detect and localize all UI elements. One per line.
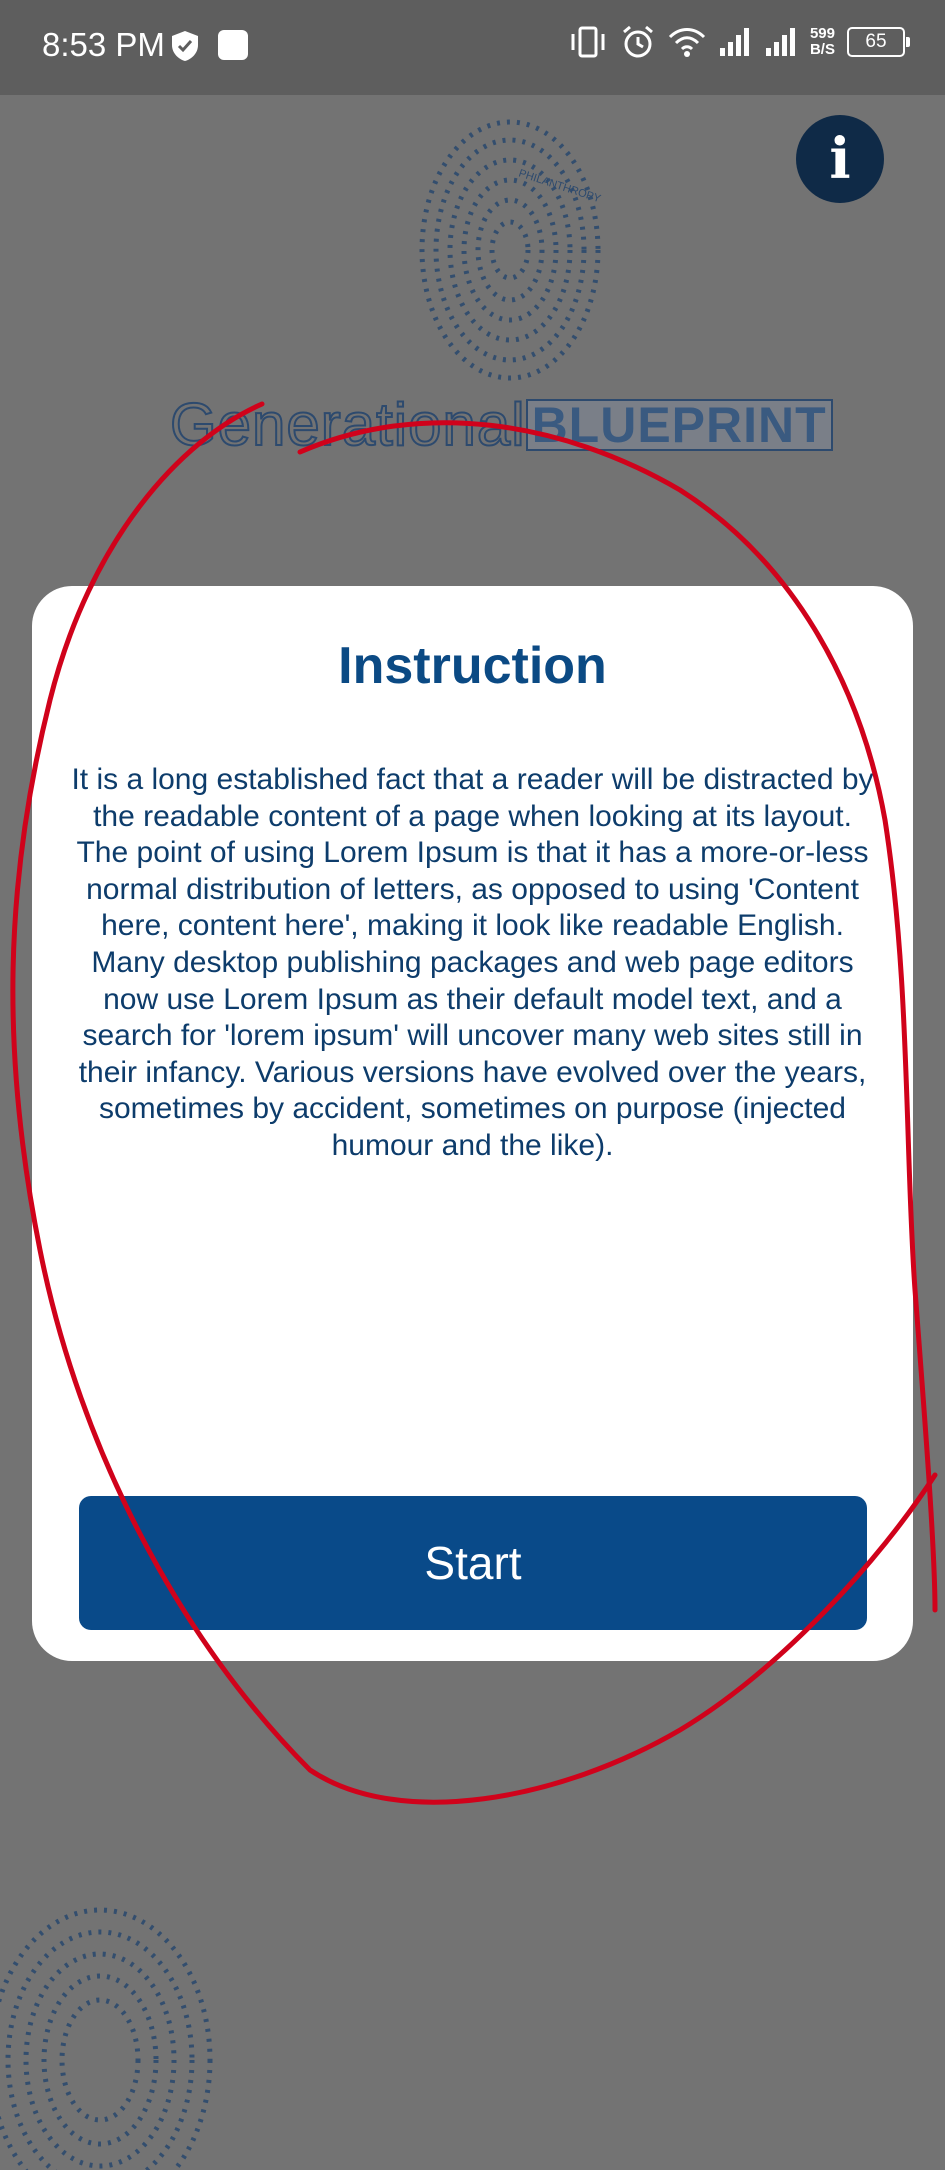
dialog-body-line: It is a long established fact that a reader will be distracted by — [71, 763, 874, 796]
vibrate-icon — [568, 24, 608, 60]
dialog-body-line: here, content here', making it look like readable English. — [101, 909, 844, 943]
dialog-body-line: now use Lorem Ipsum as their default model text, and a — [103, 982, 842, 1016]
network-speed-unit: B/S — [809, 41, 835, 58]
dialog-body-line: humour and the like). — [331, 1128, 614, 1162]
dialog-body-line: search for 'lorem ipsum' will uncover many web sites still in — [82, 1019, 863, 1053]
network-speed-value: 599 — [809, 25, 835, 42]
dialog-body-line: their infancy. Various versions have evolved over the years, — [78, 1055, 867, 1089]
start-button[interactable]: Start — [79, 1496, 867, 1630]
signal-icon-2 — [764, 26, 798, 58]
shield-icon — [170, 30, 200, 62]
battery-icon: 65 — [847, 27, 905, 57]
dialog-body-line: The point of using Lorem Ipsum is that it has a more-or-less — [76, 836, 869, 870]
fingerprint-logo-icon — [410, 110, 610, 390]
info-button[interactable]: i — [796, 115, 884, 203]
alarm-icon — [620, 24, 656, 60]
notification-icon — [218, 30, 248, 60]
logo-ring-text: PHILANTHROPY — [517, 167, 603, 206]
dialog-body-line: Many desktop publishing packages and web page editors — [91, 945, 854, 979]
network-speed — [810, 26, 835, 58]
brand-name-part2: BLUEPRINT — [526, 399, 833, 451]
dialog-body-line: sometimes by accident, sometimes on purpose (injected — [98, 1092, 846, 1126]
dialog-title: Instruction — [338, 637, 607, 695]
status-bar — [0, 0, 945, 95]
wifi-icon — [668, 26, 706, 58]
dialog-body-line: the readable content of a page when looking at its layout. — [93, 799, 852, 833]
signal-icon — [718, 26, 752, 58]
dialog-body — [50, 762, 895, 1165]
dialog-body-line: normal distribution of letters, as opposed to using 'Content — [86, 872, 859, 906]
status-time: 8:53 PM — [42, 26, 165, 63]
status-indicators — [568, 24, 905, 60]
brand-name-part1: Generational — [170, 391, 526, 458]
fingerprint-decoration-icon — [0, 1890, 230, 2170]
instruction-dialog — [32, 586, 913, 1661]
brand-wordmark — [170, 391, 833, 458]
